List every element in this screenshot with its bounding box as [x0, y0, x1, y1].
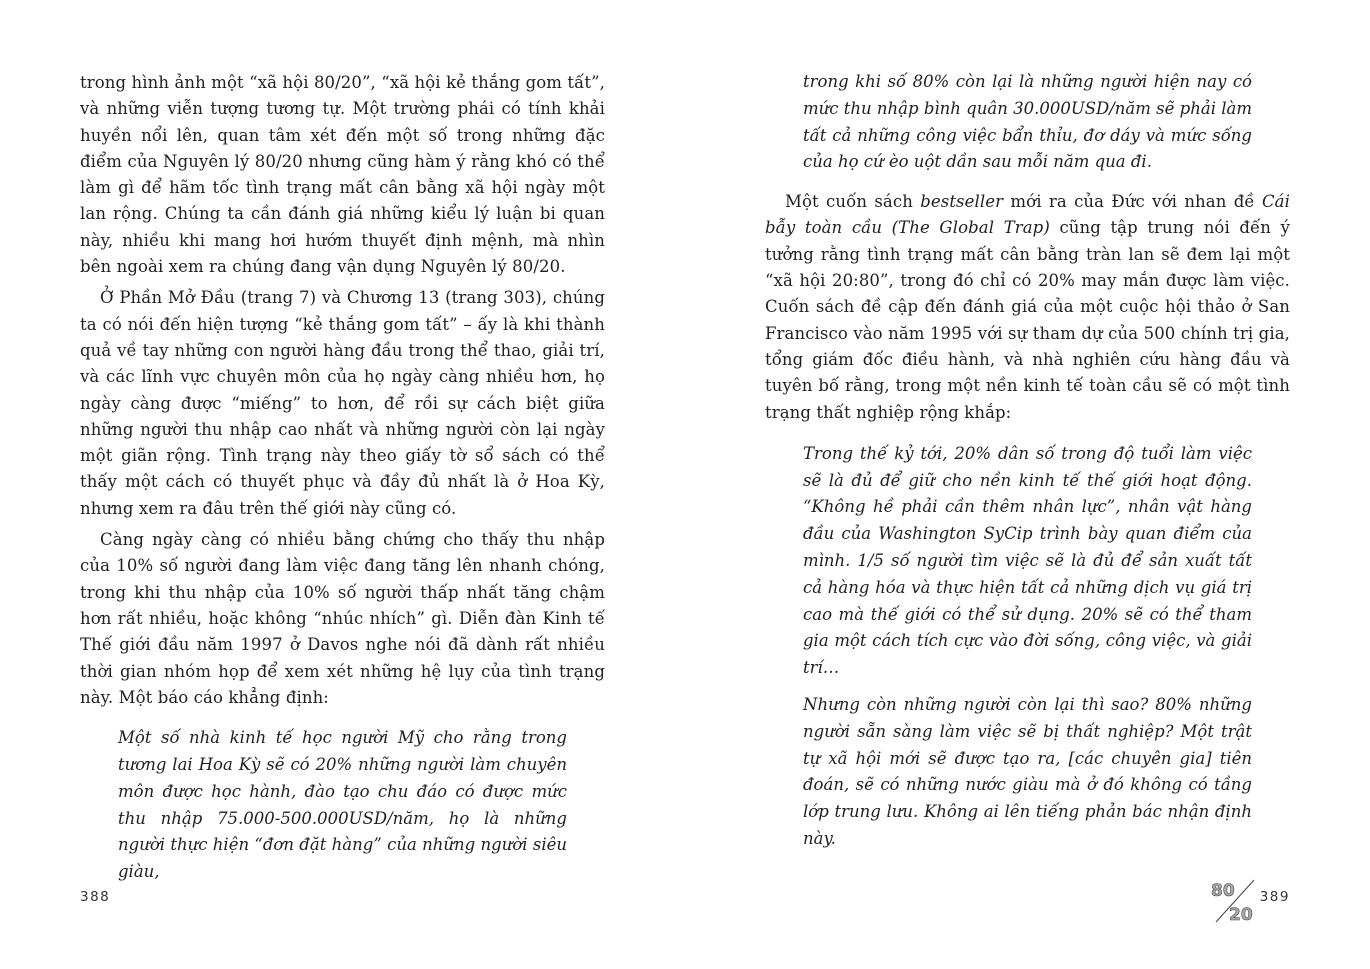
left-paragraph-1: trong hình ảnh một “xã hội 80/20”, “xã hội kẻ thắng gom tất”, và những viễn tượng tương tự. Một trường phái có tính khải huyền nổi lên, quan tâm xét đến một số trong những đặc điểm của Nguyên lý 80/20 nhưng cũng hàm ý rằng khó có thể làm gì để hãm tốc tình trạng mất cân bằng xã hội ngày một lan rộng. Chúng ta cần đánh giá những kiểu lý luận bi quan này, nhiều khi mang hơi hướm thuyết định mệnh, mà nhìn bên ngoài xem ra chúng đang vận dụng Nguyên lý 80/20.	[80, 73, 605, 277]
paragraph-text: mới ra của Đức với nhan đề	[1003, 192, 1262, 212]
paragraph-text: Một cuốn sách	[785, 192, 921, 212]
emphasis-book-title: Cái bẫy toàn cầu (The Global Trap)	[765, 192, 1290, 238]
right-block-quote-1: Trong thế kỷ tới, 20% dân số trong độ tuổi làm việc sẽ là đủ để giữ cho nền kinh tế thế giới hoạt động. “Không hề phải cần thêm nhân lực”, nhân vật hàng đầu của Washington SyCip trình bày quan điểm của mình. 1/5 số người tìm việc sẽ là đủ để sản xuất tất cả hàng hóa và thực hiện tất cả những dịch vụ giá trị cao mà thế giới có thể sử dụng. 20% sẽ có thể tham gia một cách tích cực vào đời sống, công việc, và giải trí…	[803, 443, 1252, 678]
left-paragraph-3: Càng ngày càng có nhiều bằng chứng cho thấy thu nhập của 10% số người đang làm việc đang tăng lên nhanh chóng, trong khi thu nhập của 10% số người thấp nhất tăng chậm hơn rất nhiều, hoặc không “nhúc nhích” gì. Diễn đàn Kinh tế Thế giới đầu năm 1997 ở Davos nghe nói đã dành rất nhiều thời gian nhóm họp để xem xét những hệ lụy của tình trạng này. Một báo cáo khẳng định:	[80, 530, 605, 707]
left-page-number: 388	[80, 889, 111, 905]
right-paragraph-1	[765, 189, 1290, 426]
left-page	[80, 0, 605, 969]
logo-number-bottom: 20	[1229, 905, 1253, 924]
right-page-number: 389	[1259, 889, 1290, 905]
left-block-quote: Một số nhà kinh tế học người Mỹ cho rằng trong tương lai Hoa Kỳ sẽ có 20% những người làm chuyên môn được học hành, đào tạo chu đáo có được mức thu nhập 75.000-500.000USD/năm, họ là những người thực hiện “đơn đặt hàng” của những người siêu giàu,	[118, 728, 567, 882]
left-page-text	[80, 0, 605, 886]
right-block-quote-2: Nhưng còn những người còn lại thì sao? 80% những người sẵn sàng làm việc sẽ bị thất nghiệp? Một trật tự xã hội mới sẽ được tạo ra, [các chuyên gia] tiên đoán, sẽ có những nước giàu mà ở đó không có tầng lớp trung lưu. Không ai lên tiếng phản bác nhận định này.	[803, 695, 1252, 849]
emphasis-bestseller: bestseller	[920, 192, 1004, 212]
paragraph-text: cũng tập trung nói đến ý tưởng rằng tình trạng mất cân bằng tràn lan sẽ đem lại một “xã hội 20:80”, trong đó chỉ có 20% may mắn được làm việc. Cuốn sách đề cập đến đánh giá của một cuộc hội thảo ở San Francisco vào năm 1995 với sự tham dự của 500 chính trị gia, tổng giám đốc điều hành, và nhà nghiên cứu hàng đầu và tuyên bố rằng, trong một nền kinh tế toàn cầu sẽ có một tình trạng thất nghiệp rộng khắp:	[765, 218, 1291, 422]
right-page-text	[765, 0, 1290, 853]
left-paragraph-2: Ở Phần Mở Đầu (trang 7) và Chương 13 (trang 303), chúng ta có nói đến hiện tượng “kẻ thắng gom tất” – ấy là khi thành quả về tay những con người hàng đầu trong thể thao, giải trí, và các lĩnh vực chuyên môn của họ ngày càng nhiều hơn, họ ngày càng được “miếng” to hơn, để rồi sự cách biệt giữa những người thu nhập cao nhất và những người còn lại ngày một giãn rộng. Tình trạng này theo giấy tờ sổ sách có thể thấy một cách có thuyết phục và đầy đủ nhất là ở Hoa Kỳ, nhưng xem ra đâu trên thế giới này cũng có.	[80, 288, 605, 518]
right-page	[765, 0, 1290, 969]
logo-number-top: 80	[1211, 881, 1235, 901]
book-logo-80-20	[1210, 878, 1260, 924]
right-block-quote-continued: trong khi số 80% còn lại là những người hiện nay có mức thu nhập bình quân 30.000USD/năm sẽ phải làm tất cả những công việc bẩn thỉu, đơ dáy và mức sống của họ cứ èo uột dần sau mỗi năm qua đi.	[803, 72, 1252, 172]
